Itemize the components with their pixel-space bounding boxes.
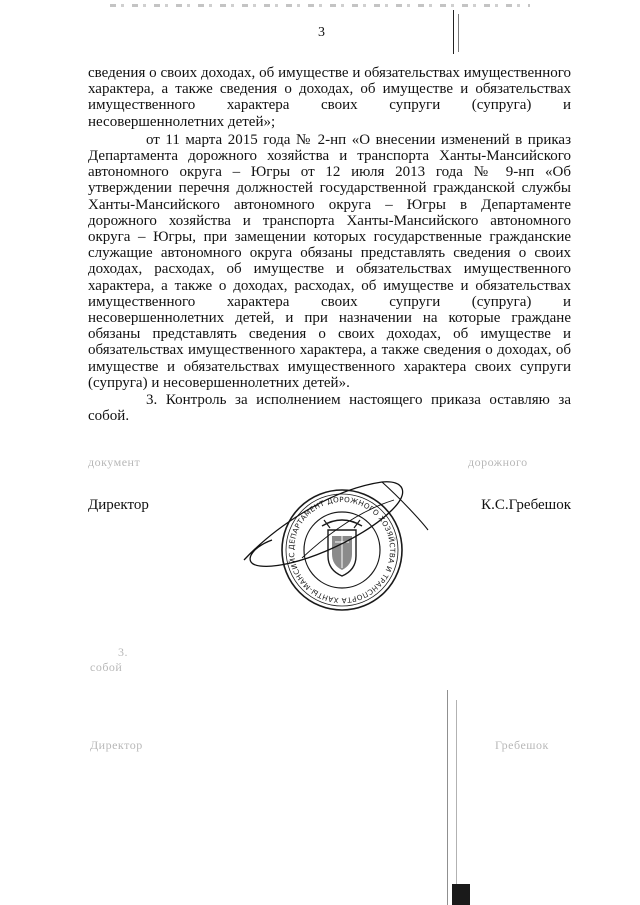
bleed-through-text: документ [88,455,141,469]
paragraph-amendment: от 11 марта 2015 года № 2-нп «О внесении изменений в приказ Департамента дорожного хозяйства и транспорта Ханты-Мансийского автономного округа – Югры от 12 июля 2013 года № 9-нп «Об утверждении перечня должностей государственной гражданской службы Ханты-Мансийского автономного округа – Югры в Департаменте дорожного хозяйства и транспорта Ханты-Мансийского автономного округа – Югры, при замещении которых государственные гражданские служащие автономного округа обязаны представлять сведения о своих доходах, расходах, об имуществе и обязательствах имущественного характера, а также о доходах, расходах, об имуществе и обязательствах имущественного характера своих супруги (супруга) и несовершеннолетних детей, и при назначении на которые граждане обязаны представлять сведения о своих доходах, об имуществе и обязательствах имущественного характера, а также сведения о доходах, об имуществе и обязательствах имущественного характера своих супруги (супруга) и несовершеннолетних детей». [88,131,571,391]
scan-artifact-line [456,700,457,905]
bleed-through-text: Гребешок [495,738,549,752]
paragraph-continuation: сведения о своих доходах, об имуществе и обязательствах имущественного характера, а также сведения о доходах, об имуществе и обязательствах имущественного характера своих супруги (супруга) и несовершеннолетних детей»; [88,65,571,130]
seal-and-signature-graphic [232,470,432,630]
scan-artifact [110,4,530,7]
bleed-through-text: собой [90,660,123,674]
signatory-name: К.С.Гребешок [481,497,571,513]
scan-artifact-block [452,884,470,905]
page-number: 3 [318,25,325,40]
seal-circular-text: ДЕПАРТАМЕНТ ДОРОЖНОГО ХОЗЯЙСТВА И ТРАНСПОРТА ХАНТЫ-МАНСИЙС [286,494,398,606]
paragraph-control: 3. Контроль за исполнением настоящего приказа оставляю за собой. [88,392,571,425]
official-seal [232,470,432,630]
scan-artifact-line [447,690,448,905]
bleed-through-text: Директор [90,738,143,752]
scan-artifact-line [453,10,454,54]
scan-artifact-line [458,14,459,52]
bleed-through-text: дорожного [468,455,528,469]
order-text [88,65,571,424]
signatory-position: Директор [88,497,149,513]
bleed-through-text: 3. [118,645,128,659]
